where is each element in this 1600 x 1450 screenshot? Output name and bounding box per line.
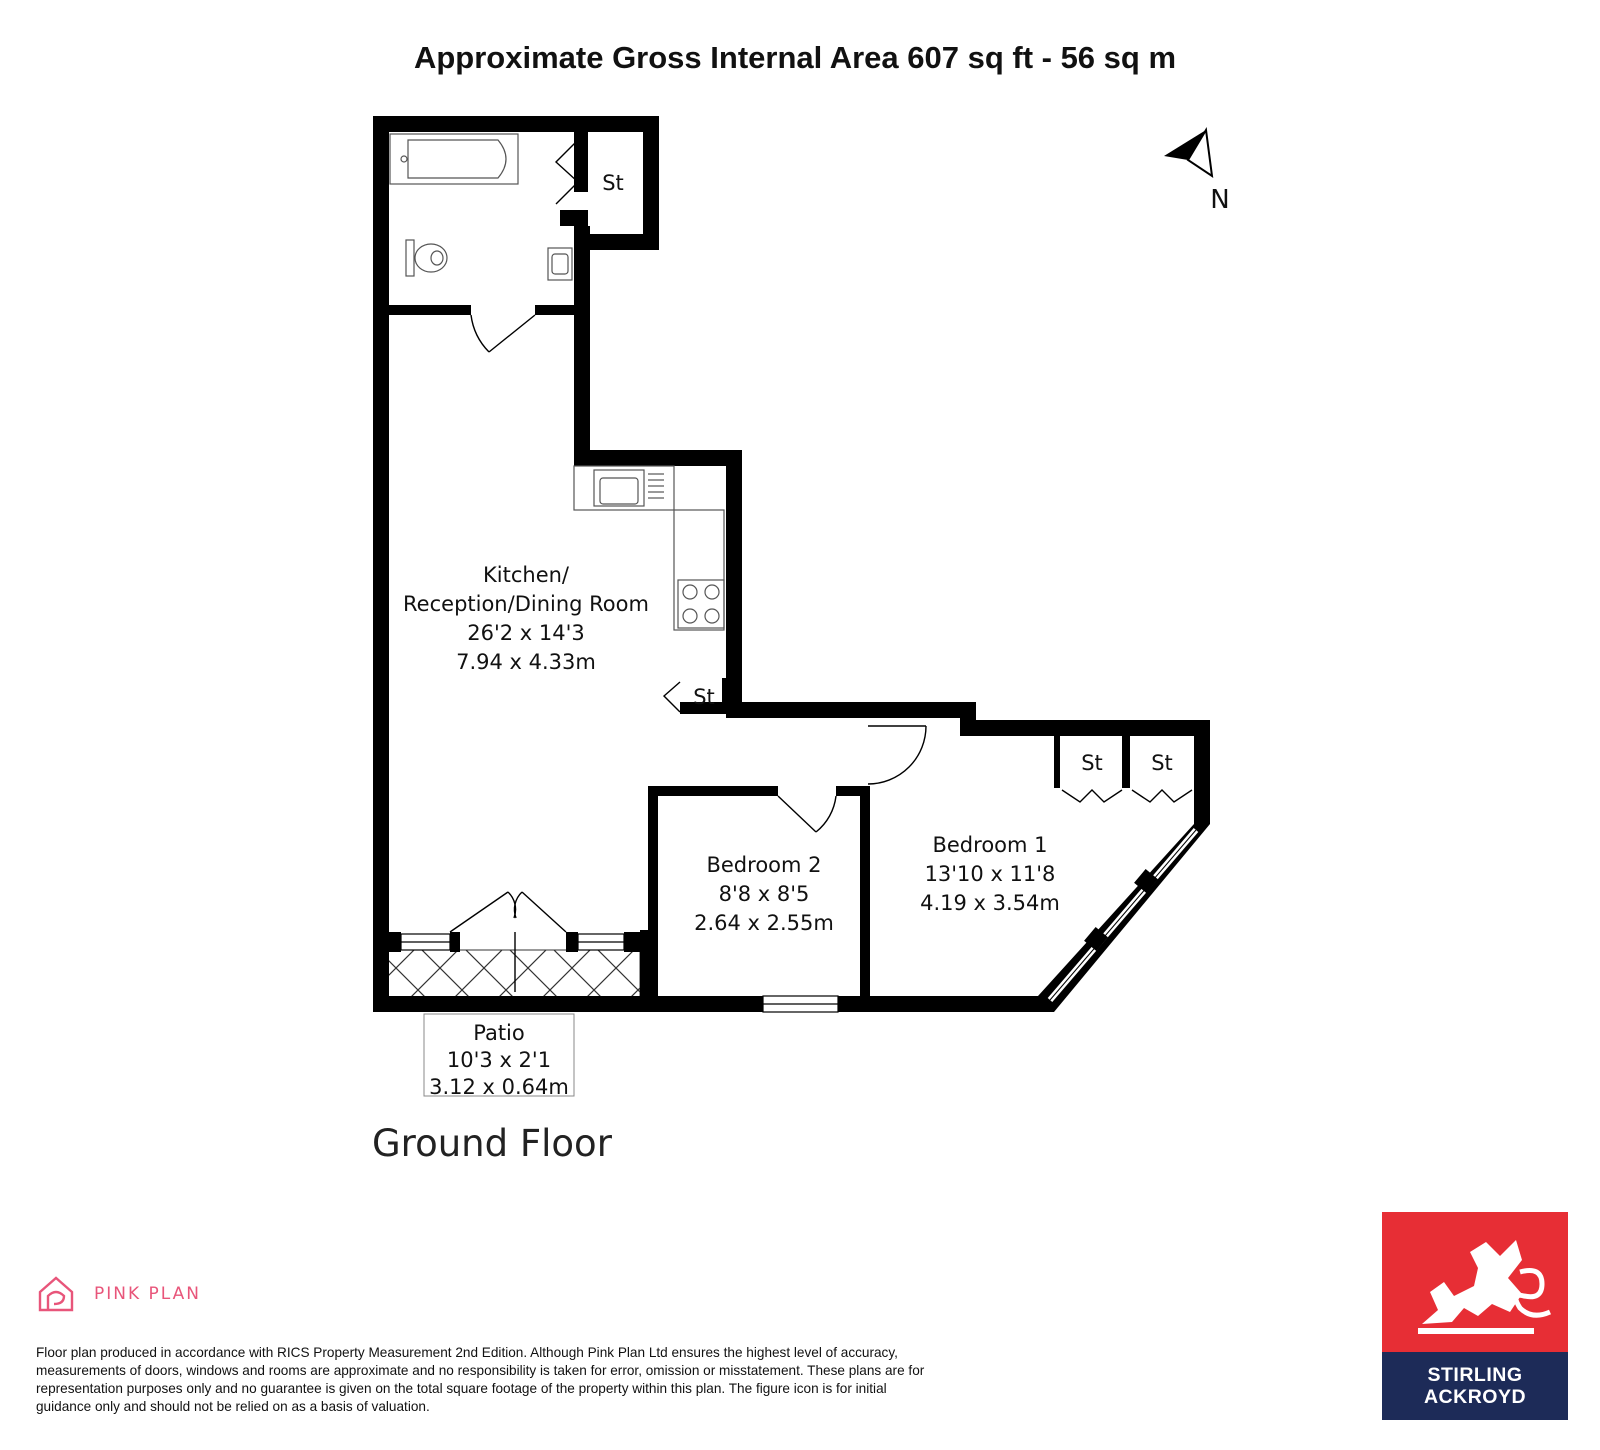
pink-plan-brand [36,1274,201,1314]
patio-imperial: 10'3 x 2'1 [446,1048,552,1072]
patio-name: Patio [473,1021,525,1045]
agent-name-line2: ACKROYD [1423,1386,1527,1408]
store-label-bedroom-a: St [1081,751,1103,775]
pink-plan-logo-icon [36,1274,76,1314]
bedroom1-name: Bedroom 1 [932,833,1048,857]
store-label-bedroom-b: St [1151,751,1173,775]
agent-name-panel [1382,1352,1568,1420]
bedroom1-imperial: 13'10 x 11'8 [924,862,1056,886]
patio-metric: 3.12 x 0.64m [429,1075,569,1099]
compass-label: N [1210,185,1230,215]
bay-window [1038,824,1210,1012]
disclaimer: Floor plan produced in accordance with RICS Property Measurement 2nd Edition. Although Pink Plan Ltd ensures the highest level of accuracy, measurements of doors, windows and rooms are approximate and no responsibility is taken for error, omission or misstatement. These plans are for representation purposes only and no guarantee is given on the total square footage of the property within this plan. The figure icon is for initial guidance only and should not be relied on as a basis of valuation. [36,1345,925,1414]
pink-plan-label: PINK PLAN [94,1284,201,1304]
store-label-bathroom: St [602,171,624,195]
north-arrow-icon [1164,130,1230,215]
kitchen-imperial: 26'2 x 14'3 [467,621,585,645]
fixtures [390,134,724,630]
kitchen-name-1: Kitchen/ [483,563,569,587]
stirling-ackroyd-logo [1382,1212,1568,1420]
griffin-panel [1382,1212,1568,1352]
store-label-kitchen: St [693,685,715,709]
kitchen-metric: 7.94 x 4.33m [456,650,596,674]
bedroom1-metric: 4.19 x 3.54m [920,891,1060,915]
toilet-icon [406,240,414,276]
page-title: Approximate Gross Internal Area 607 sq ft - 56 sq m [413,40,1177,75]
griffin-icon [1382,1212,1568,1352]
bedroom2-imperial: 8'8 x 8'5 [718,882,810,906]
agent-name-line1: STIRLING [1427,1364,1523,1386]
bedroom2-metric: 2.64 x 2.55m [694,911,834,935]
kitchen-name-2: Reception/Dining Room [403,592,649,616]
floor-label: Ground Floor [372,1122,612,1165]
bedroom2-name: Bedroom 2 [706,853,822,877]
